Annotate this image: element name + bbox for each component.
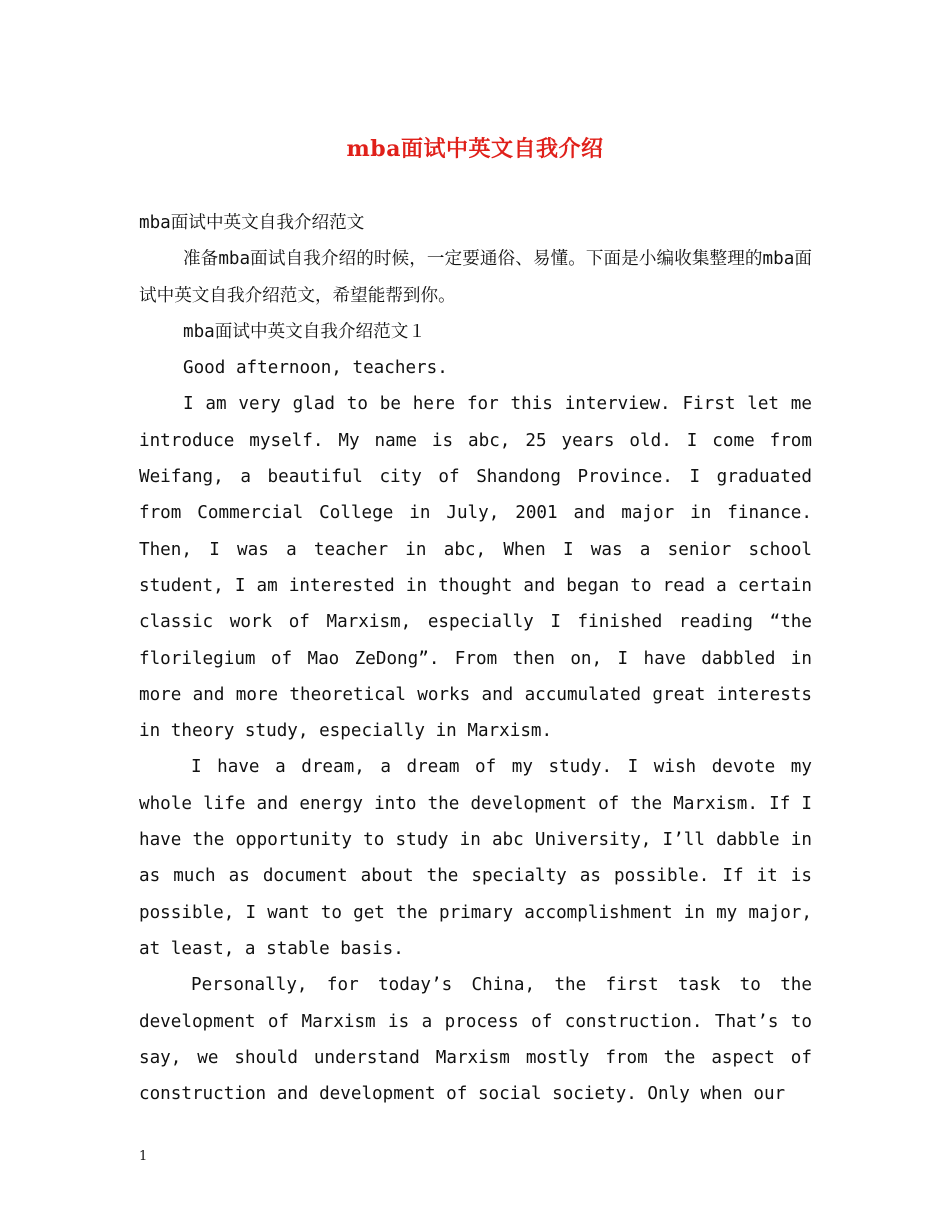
- sample-heading: mba面试中英文自我介绍范文１: [183, 321, 426, 342]
- document-body: [139, 205, 812, 1112]
- body-paragraph-3: Personally, for today’s China, the first task to the development of Marxism is a process of construction. That’s to say, we should understand Marxism mostly from the aspect of construction and development of social society. Only when our: [139, 975, 812, 1105]
- intro-paragraph: 准备mba面试自我介绍的时候，一定要通俗、易懂。下面是小编收集整理的mba面试中英文自我介绍范文，希望能帮到你。: [139, 249, 812, 306]
- greeting-paragraph: Good afternoon, teachers.: [183, 358, 448, 379]
- page-number: 1: [139, 1149, 148, 1164]
- body-paragraph-2: I have a dream, a dream of my study. I wish devote my whole life and energy into the development of the Marxism. If I have the opportunity to study in abc University, I’ll dabble in as much as document about the specialty as possible. If it is possible, I want to get the primary accomplishment in my major, at least, a stable basis.: [139, 757, 812, 959]
- subtitle: mba面试中英文自我介绍范文: [139, 213, 365, 233]
- document-title: mba面试中英文自我介绍: [346, 136, 604, 162]
- body-paragraph-1: I am very glad to be here for this interview. First let me introduce myself. My name is abc, 25 years old. I come from Weifang, a beautiful city of Shandong Province. I graduated from Commercial College in July, 2001 and major in finance. Then, I was a teacher in abc, When I was a senior school student, I am interested in thought and began to read a certain classic work of Marxism, especially I finished reading “the florilegium of Mao ZeDong”. From then on, I have dabbled in more and more theoretical works and accumulated great interests in theory study, especially in Marxism.: [139, 394, 812, 742]
